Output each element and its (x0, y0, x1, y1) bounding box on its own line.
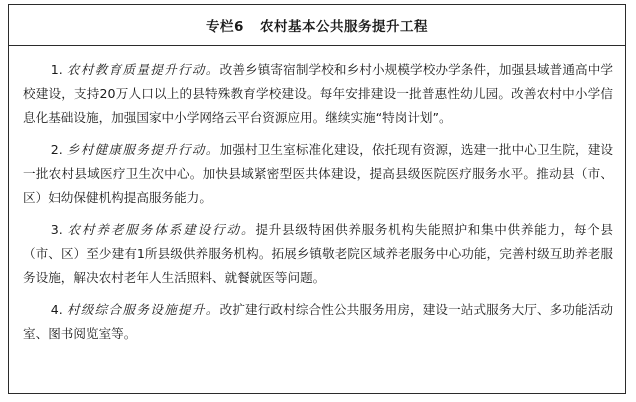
box-title-row (9, 5, 625, 46)
item-number: 4. (50, 302, 63, 317)
item-text: 加强村卫生室标准化建设，依托现有资源，选建一批中心卫生院，建设一批农村县域医疗卫生次中心。加快县域紧密型医共体建设，提高县级医院医疗服务水平。推动县（市、区）妇幼保健机构提高服务能力。 (23, 142, 614, 205)
item-health (23, 138, 613, 210)
item-heading: 乡村健康服务提升行动。 (66, 142, 220, 157)
box-body (9, 46, 625, 346)
item-village-services (23, 298, 613, 346)
item-number: 1. (50, 62, 63, 77)
item-heading: 农村教育质量提升行动。 (66, 62, 220, 77)
item-elderly-care (23, 218, 613, 290)
box-title: 农村基本公共服务提升工程 (259, 19, 428, 35)
item-number: 2. (50, 142, 63, 157)
item-number: 3. (50, 222, 63, 237)
item-text: 改善乡镇寄宿制学校和乡村小规模学校办学条件，加强县域普通高中学校建设，支持20万人口以上的县特殊教育学校建设。每年安排建设一批普惠性幼儿园。改善农村中小学信息化基础设施，加强国家中小学网络云平台资源应用。继续实施“特岗计划”。 (23, 62, 614, 125)
item-education (23, 58, 613, 130)
box-label: 专栏6 (206, 19, 244, 35)
special-column-box (8, 4, 626, 394)
item-heading: 农村养老服务体系建设行动。 (67, 222, 256, 237)
item-text: 改扩建行政村综合性公共服务用房，建设一站式服务大厅、多功能活动室、图书阅览室等。 (23, 302, 614, 341)
item-heading: 村级综合服务设施提升。 (66, 302, 220, 317)
item-text: 提升县级特困供养服务机构失能照护和集中供养能力，每个县（市、区）至少建有1所县级供养服务机构。拓展乡镇敬老院区域养老服务中心功能，完善村级互助养老服务设施，解决农村老年人生活照料、就餐就医等问题。 (23, 222, 613, 285)
